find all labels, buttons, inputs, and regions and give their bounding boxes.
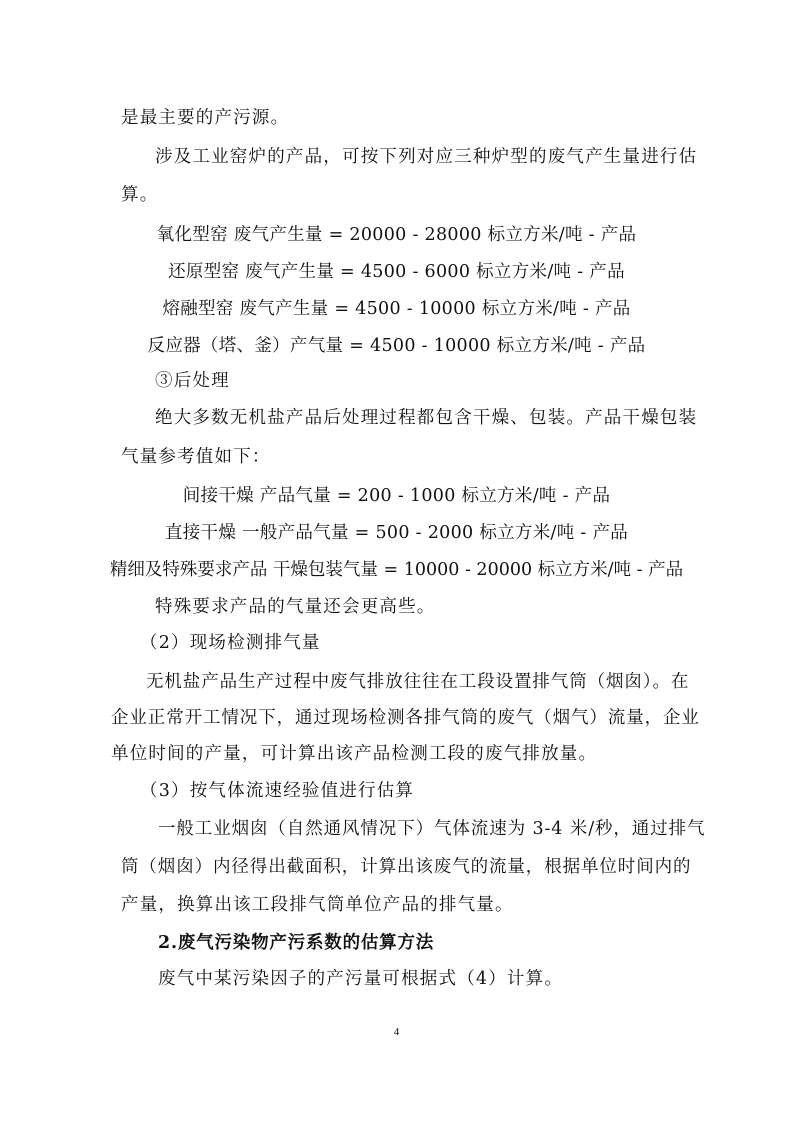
section-heading: （2）现场检测排气量	[140, 633, 321, 653]
paragraph-line: 产量，换算出该工段排气筒单位产品的排气量。	[121, 895, 514, 915]
paragraph-line: 废气中某污染因子的产污量可根据式（4）计算。	[158, 969, 564, 989]
paragraph-line: 气量参考值如下：	[121, 447, 271, 467]
formula-reduction-kiln: 还原型窑 废气产生量 = 4500 - 6000 标立方米/吨 - 产品	[168, 262, 625, 282]
formula-special-products: 精细及特殊要求产品 干燥包装气量 = 10000 - 20000 标立方米/吨 - 产品	[109, 560, 684, 580]
section-heading: （3）按气体流速经验值进行估算	[140, 781, 415, 801]
paragraph-line: 特殊要求产品的气量还会更高些。	[155, 597, 436, 617]
paragraph-line: 是最主要的产污源。	[121, 108, 290, 128]
formula-indirect-drying: 间接干燥 产品气量 = 200 - 1000 标立方米/吨 - 产品	[182, 486, 611, 506]
section-heading: ③后处理	[155, 371, 230, 391]
paragraph-line: 企业正常开工情况下，通过现场检测各排气筒的废气（烟气）流量，企业	[111, 708, 700, 728]
formula-oxidation-kiln: 氧化型窑 废气产生量 = 20000 - 28000 标立方米/吨 - 产品	[156, 225, 637, 245]
paragraph-line: 涉及工业窑炉的产品，可按下列对应三种炉型的废气产生量进行估	[155, 147, 698, 167]
formula-direct-drying: 直接干燥 一般产品气量 = 500 - 2000 标立方米/吨 - 产品	[164, 523, 629, 543]
formula-reactor: 反应器（塔、釜）产气量 = 4500 - 10000 标立方米/吨 - 产品	[147, 336, 646, 356]
paragraph-line: 无机盐产品生产过程中废气排放往往在工段设置排气筒（烟囱）。在	[146, 672, 690, 692]
paragraph-line: 单位时间的产量，可计算出该产品检测工段的废气排放量。	[111, 744, 598, 764]
section-heading-bold: 2.废气污染物产污系数的估算方法	[158, 933, 435, 953]
formula-melting-kiln: 熔融型窑 废气产生量 = 4500 - 10000 标立方米/吨 - 产品	[162, 299, 631, 319]
paragraph-line: 绝大多数无机盐产品后处理过程都包含干燥、包装。产品干燥包装	[155, 408, 698, 428]
paragraph-line: 一般工业烟囱（自然通风情况下）气体流速为 3-4 米/秒，通过排气	[158, 819, 706, 839]
paragraph-line: 算。	[121, 185, 159, 205]
paragraph-line: 筒（烟囱）内径得出截面积，计算出该废气的流量，根据单位时间内的	[121, 857, 692, 877]
page-number: 4	[393, 1026, 400, 1038]
